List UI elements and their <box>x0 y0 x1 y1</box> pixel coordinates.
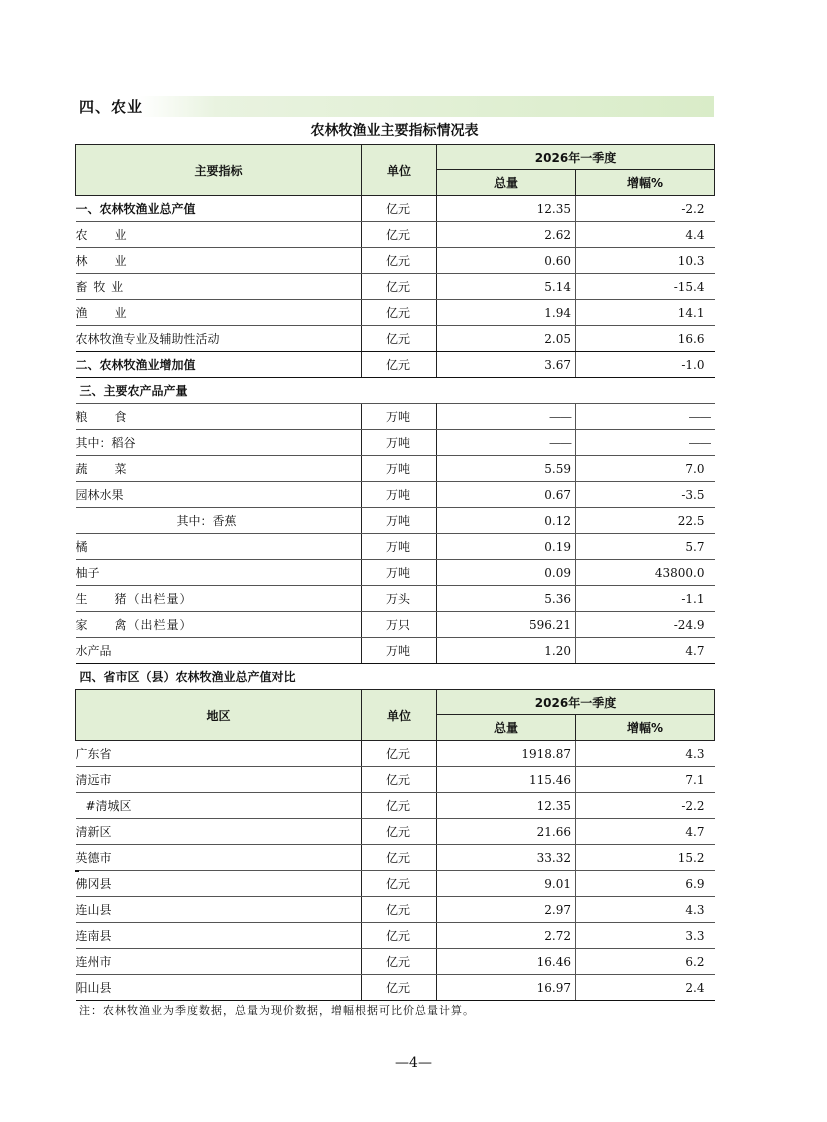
table-row <box>76 741 715 767</box>
row-total: 3.67 <box>437 352 576 378</box>
row-total: 0.60 <box>437 248 576 274</box>
row-unit: 万吨 <box>362 560 437 586</box>
row-name: 生 猪（出栏量） <box>76 586 362 612</box>
row-growth: 4.4 <box>576 222 715 248</box>
row-unit: 亿元 <box>362 326 437 352</box>
row-unit: 亿元 <box>362 741 437 767</box>
row-growth: 4.3 <box>576 741 715 767</box>
row-growth: 5.7 <box>576 534 715 560</box>
table-row <box>76 274 715 300</box>
header-period: 2026年一季度 <box>437 690 715 715</box>
row-name: 粮 食 <box>76 404 362 430</box>
row-name: 一、农林牧渔业总产值 <box>76 196 362 222</box>
row-name: #清城区 <box>76 793 362 819</box>
table-row <box>76 248 715 274</box>
row-unit: 亿元 <box>362 222 437 248</box>
row-name: 畜 牧 业 <box>76 274 362 300</box>
row-total: 2.05 <box>437 326 576 352</box>
header-region: 地区 <box>76 690 362 741</box>
header-period: 2026年一季度 <box>437 145 715 170</box>
table-row <box>76 793 715 819</box>
regional-output-table <box>75 689 715 1001</box>
row-name: 农 业 <box>76 222 362 248</box>
row-unit: 亿元 <box>362 949 437 975</box>
row-total: 16.97 <box>437 975 576 1001</box>
row-unit: 亿元 <box>362 248 437 274</box>
row-name: 渔 业 <box>76 300 362 326</box>
row-total: 1.94 <box>437 300 576 326</box>
row-name: 其中：稻谷 <box>76 430 362 456</box>
row-growth: -2.2 <box>576 196 715 222</box>
row-growth: -15.4 <box>576 274 715 300</box>
row-unit: 亿元 <box>362 793 437 819</box>
row-growth: 4.7 <box>576 638 715 664</box>
row-unit: 万吨 <box>362 404 437 430</box>
table-row <box>76 767 715 793</box>
table-row <box>76 352 715 378</box>
table-row <box>76 326 715 352</box>
row-growth: —— <box>576 430 715 456</box>
row-total: 2.72 <box>437 923 576 949</box>
row-name: 连州市 <box>76 949 362 975</box>
row-unit: 亿元 <box>362 767 437 793</box>
table-title: 农林牧渔业主要指标情况表 <box>310 123 479 139</box>
row-total: 2.62 <box>437 222 576 248</box>
row-total: 115.46 <box>437 767 576 793</box>
table-row <box>76 300 715 326</box>
row-name: 其中：香蕉 <box>76 508 362 534</box>
row-unit: 万吨 <box>362 430 437 456</box>
row-growth: 4.7 <box>576 819 715 845</box>
table-row <box>76 586 715 612</box>
row-total: 596.21 <box>437 612 576 638</box>
table-row <box>76 975 715 1001</box>
section-title: 四、农业 <box>79 98 144 116</box>
table-row <box>76 897 715 923</box>
section-header-bar <box>75 96 714 117</box>
row-growth: 14.1 <box>576 300 715 326</box>
row-unit: 亿元 <box>362 352 437 378</box>
footnote: 注：农林牧渔业为季度数据，总量为现价数据，增幅根据可比价总量计算。 <box>79 1004 475 1017</box>
row-name: 清新区 <box>76 819 362 845</box>
row-unit: 亿元 <box>362 819 437 845</box>
row-unit: 亿元 <box>362 845 437 871</box>
row-growth: -1.0 <box>576 352 715 378</box>
row-growth: 43800.0 <box>576 560 715 586</box>
table-row <box>76 534 715 560</box>
row-total: 5.59 <box>437 456 576 482</box>
row-growth: 22.5 <box>576 508 715 534</box>
row-unit: 亿元 <box>362 196 437 222</box>
row-name: 农林牧渔专业及辅助性活动 <box>76 326 362 352</box>
row-name: 水产品 <box>76 638 362 664</box>
header-indicator: 主要指标 <box>76 145 362 196</box>
row-name: 连山县 <box>76 897 362 923</box>
row-name: 连南县 <box>76 923 362 949</box>
row-growth: 7.0 <box>576 456 715 482</box>
margin-tick-mark <box>75 870 79 872</box>
table-row <box>76 949 715 975</box>
row-total: 21.66 <box>437 819 576 845</box>
row-total: —— <box>437 404 576 430</box>
row-unit: 万吨 <box>362 638 437 664</box>
table-row <box>76 456 715 482</box>
row-total: 1.20 <box>437 638 576 664</box>
row-unit: 万吨 <box>362 508 437 534</box>
row-name: 园林水果 <box>76 482 362 508</box>
row-unit: 万吨 <box>362 482 437 508</box>
table-row <box>76 923 715 949</box>
row-total: 1918.87 <box>437 741 576 767</box>
table-row <box>76 196 715 222</box>
row-name: 柚子 <box>76 560 362 586</box>
row-unit: 万吨 <box>362 456 437 482</box>
row-total: 0.09 <box>437 560 576 586</box>
row-total: 5.36 <box>437 586 576 612</box>
row-unit: 亿元 <box>362 975 437 1001</box>
row-growth: 7.1 <box>576 767 715 793</box>
row-growth: 6.9 <box>576 871 715 897</box>
section-row <box>76 664 715 690</box>
row-unit: 亿元 <box>362 274 437 300</box>
row-total: —— <box>437 430 576 456</box>
section-label: 三、主要农产品产量 <box>76 378 715 404</box>
header-unit: 单位 <box>362 145 437 196</box>
table-row <box>76 638 715 664</box>
header-total: 总量 <box>437 170 576 196</box>
row-total: 0.19 <box>437 534 576 560</box>
row-name: 林 业 <box>76 248 362 274</box>
row-total: 12.35 <box>437 793 576 819</box>
row-unit: 万头 <box>362 586 437 612</box>
table-row <box>76 430 715 456</box>
table-row <box>76 819 715 845</box>
section-label: 四、省市区（县）农林牧渔业总产值对比 <box>76 664 715 690</box>
table-row <box>76 404 715 430</box>
row-unit: 万只 <box>362 612 437 638</box>
row-total: 5.14 <box>437 274 576 300</box>
row-name: 阳山县 <box>76 975 362 1001</box>
row-growth: 15.2 <box>576 845 715 871</box>
row-name: 广东省 <box>76 741 362 767</box>
table-row <box>76 222 715 248</box>
page-number: —4— <box>395 1055 432 1071</box>
row-name: 二、农林牧渔业增加值 <box>76 352 362 378</box>
row-unit: 亿元 <box>362 871 437 897</box>
agriculture-indicators-table <box>75 144 715 689</box>
row-total: 0.12 <box>437 508 576 534</box>
row-growth: -2.2 <box>576 793 715 819</box>
row-total: 33.32 <box>437 845 576 871</box>
table-row <box>76 612 715 638</box>
table-row <box>76 845 715 871</box>
row-unit: 亿元 <box>362 897 437 923</box>
row-total: 12.35 <box>437 196 576 222</box>
row-growth: 10.3 <box>576 248 715 274</box>
row-total: 9.01 <box>437 871 576 897</box>
row-total: 16.46 <box>437 949 576 975</box>
header-growth: 增幅% <box>576 715 715 741</box>
row-name: 佛冈县 <box>76 871 362 897</box>
row-unit: 亿元 <box>362 300 437 326</box>
header-total: 总量 <box>437 715 576 741</box>
table-row <box>76 482 715 508</box>
row-name: 蔬 菜 <box>76 456 362 482</box>
row-growth: 6.2 <box>576 949 715 975</box>
row-name: 清远市 <box>76 767 362 793</box>
row-total: 0.67 <box>437 482 576 508</box>
row-growth: -1.1 <box>576 586 715 612</box>
section-row <box>76 378 715 404</box>
header-unit: 单位 <box>362 690 437 741</box>
row-growth: 3.3 <box>576 923 715 949</box>
row-growth: -3.5 <box>576 482 715 508</box>
row-unit: 万吨 <box>362 534 437 560</box>
row-name: 英德市 <box>76 845 362 871</box>
row-name: 家 禽（出栏量） <box>76 612 362 638</box>
row-growth: -24.9 <box>576 612 715 638</box>
table-row <box>76 560 715 586</box>
row-total: 2.97 <box>437 897 576 923</box>
row-growth: 4.3 <box>576 897 715 923</box>
table-row <box>76 508 715 534</box>
row-growth: 2.4 <box>576 975 715 1001</box>
row-growth: —— <box>576 404 715 430</box>
row-growth: 16.6 <box>576 326 715 352</box>
header-growth: 增幅% <box>576 170 715 196</box>
row-name: 橘 <box>76 534 362 560</box>
table-row <box>76 871 715 897</box>
row-unit: 亿元 <box>362 923 437 949</box>
